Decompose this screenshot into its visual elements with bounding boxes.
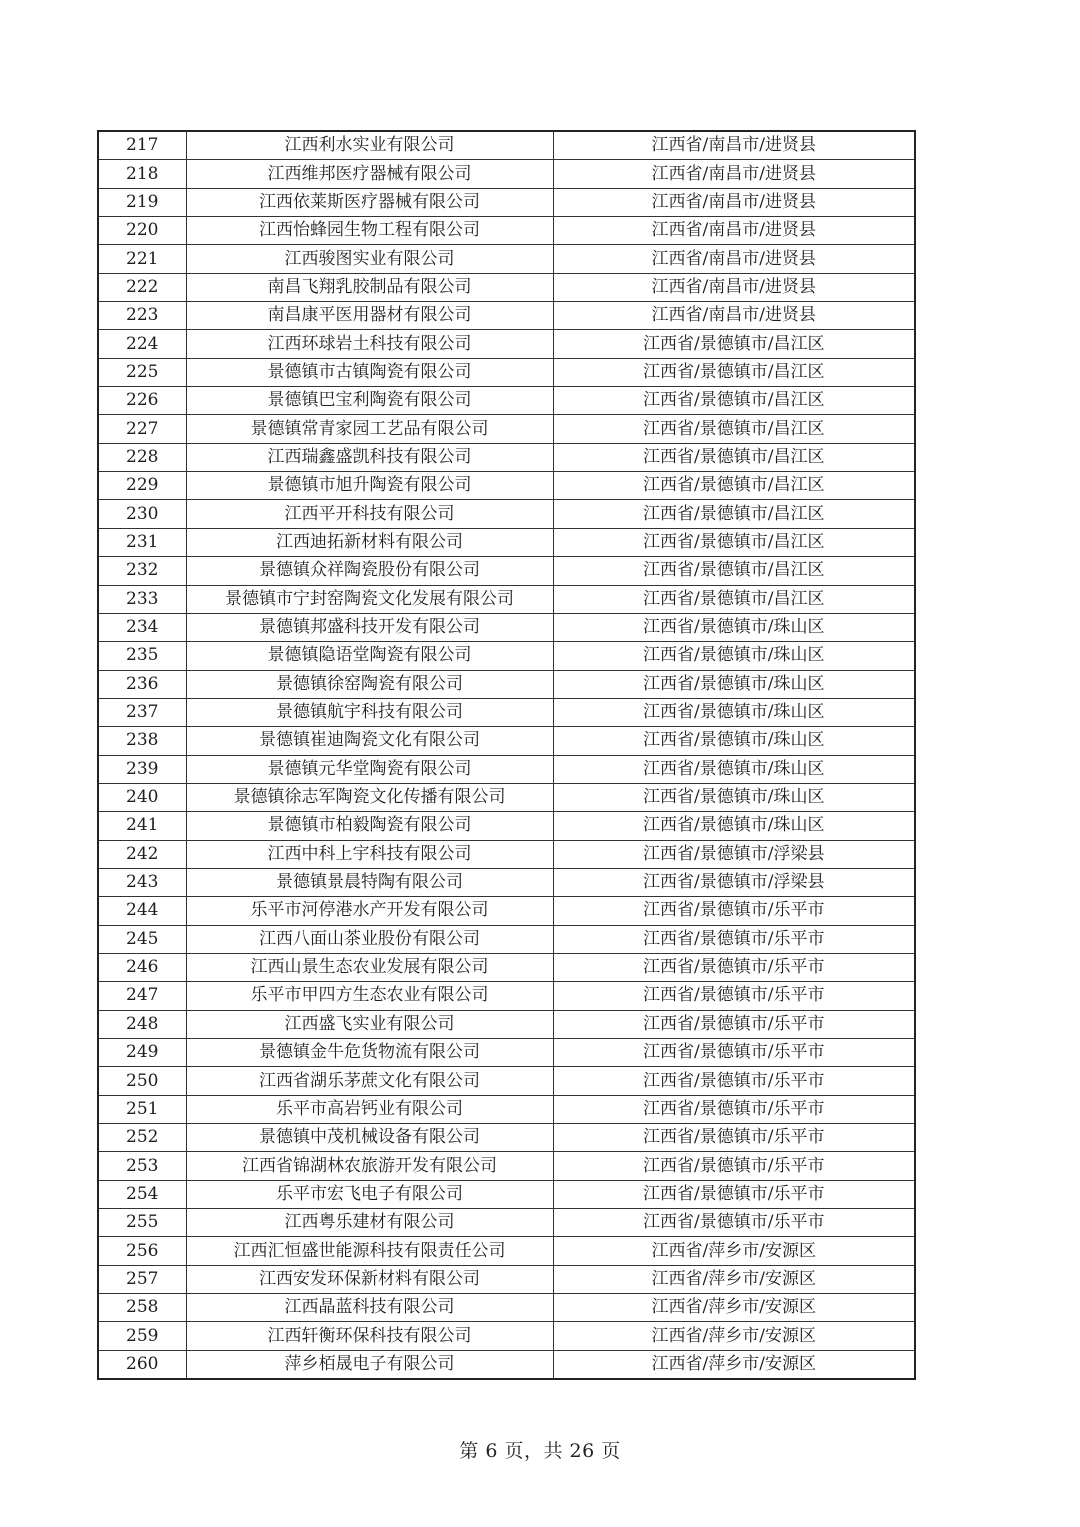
table-row — [98, 443, 915, 471]
company-name: 江西轩衡环保科技有限公司 — [186, 1322, 553, 1350]
region-path: 江西省/景德镇市/昌江区 — [553, 557, 915, 585]
table-row — [98, 528, 915, 556]
row-number: 234 — [98, 613, 186, 641]
table-row — [98, 670, 915, 698]
row-number: 235 — [98, 642, 186, 670]
row-number: 243 — [98, 868, 186, 896]
row-number: 258 — [98, 1294, 186, 1322]
row-number: 226 — [98, 387, 186, 415]
row-number: 220 — [98, 217, 186, 245]
region-path: 江西省/景德镇市/昌江区 — [553, 528, 915, 556]
region-path: 江西省/萍乡市/安源区 — [553, 1237, 915, 1265]
table-row — [98, 868, 915, 896]
table-row — [98, 302, 915, 330]
company-name: 景德镇市旭升陶瓷有限公司 — [186, 472, 553, 500]
table-row — [98, 500, 915, 528]
row-number: 228 — [98, 443, 186, 471]
table-row — [98, 1350, 915, 1379]
row-number: 237 — [98, 698, 186, 726]
row-number: 231 — [98, 528, 186, 556]
region-path: 江西省/景德镇市/珠山区 — [553, 783, 915, 811]
company-name: 乐平市高岩钙业有限公司 — [186, 1095, 553, 1123]
row-number: 247 — [98, 982, 186, 1010]
company-name: 景德镇航宇科技有限公司 — [186, 698, 553, 726]
table-row — [98, 358, 915, 386]
table-row — [98, 1294, 915, 1322]
row-number: 229 — [98, 472, 186, 500]
row-number: 252 — [98, 1124, 186, 1152]
company-name: 景德镇金牛危货物流有限公司 — [186, 1039, 553, 1067]
company-name: 景德镇市宁封窑陶瓷文化发展有限公司 — [186, 585, 553, 613]
company-name: 景德镇元华堂陶瓷有限公司 — [186, 755, 553, 783]
region-path: 江西省/景德镇市/乐平市 — [553, 897, 915, 925]
row-number: 224 — [98, 330, 186, 358]
table-row — [98, 585, 915, 613]
row-number: 239 — [98, 755, 186, 783]
region-path: 江西省/景德镇市/珠山区 — [553, 727, 915, 755]
row-number: 222 — [98, 273, 186, 301]
company-name: 江西中科上宇科技有限公司 — [186, 840, 553, 868]
region-path: 江西省/南昌市/进贤县 — [553, 245, 915, 273]
table-row — [98, 245, 915, 273]
region-path: 江西省/景德镇市/浮梁县 — [553, 868, 915, 896]
region-path: 江西省/景德镇市/乐平市 — [553, 1180, 915, 1208]
company-name: 江西盛飞实业有限公司 — [186, 1010, 553, 1038]
row-number: 254 — [98, 1180, 186, 1208]
region-path: 江西省/景德镇市/昌江区 — [553, 585, 915, 613]
company-name: 江西骏图实业有限公司 — [186, 245, 553, 273]
region-path: 江西省/景德镇市/乐平市 — [553, 953, 915, 981]
company-table — [97, 130, 916, 1380]
company-name: 江西瑞鑫盛凯科技有限公司 — [186, 443, 553, 471]
row-number: 257 — [98, 1265, 186, 1293]
region-path: 江西省/南昌市/进贤县 — [553, 273, 915, 301]
row-number: 251 — [98, 1095, 186, 1123]
region-path: 江西省/景德镇市/珠山区 — [553, 670, 915, 698]
row-number: 244 — [98, 897, 186, 925]
table-row — [98, 273, 915, 301]
region-path: 江西省/南昌市/进贤县 — [553, 302, 915, 330]
row-number: 217 — [98, 131, 186, 160]
company-name: 江西粤乐建材有限公司 — [186, 1209, 553, 1237]
row-number: 253 — [98, 1152, 186, 1180]
row-number: 248 — [98, 1010, 186, 1038]
region-path: 江西省/南昌市/进贤县 — [553, 131, 915, 160]
row-number: 245 — [98, 925, 186, 953]
table-row — [98, 131, 915, 160]
table-row — [98, 160, 915, 188]
region-path: 江西省/萍乡市/安源区 — [553, 1265, 915, 1293]
company-name: 江西山景生态农业发展有限公司 — [186, 953, 553, 981]
table-row — [98, 1124, 915, 1152]
row-number: 240 — [98, 783, 186, 811]
table-row — [98, 415, 915, 443]
region-path: 江西省/景德镇市/乐平市 — [553, 1124, 915, 1152]
region-path: 江西省/萍乡市/安源区 — [553, 1350, 915, 1379]
row-number: 260 — [98, 1350, 186, 1379]
table-row — [98, 330, 915, 358]
table-row — [98, 1322, 915, 1350]
table-row — [98, 613, 915, 641]
region-path: 江西省/景德镇市/乐平市 — [553, 982, 915, 1010]
region-path: 江西省/景德镇市/乐平市 — [553, 1067, 915, 1095]
region-path: 江西省/景德镇市/昌江区 — [553, 472, 915, 500]
company-name: 景德镇常青家园工艺品有限公司 — [186, 415, 553, 443]
table-row — [98, 1209, 915, 1237]
table-row — [98, 1237, 915, 1265]
table-row — [98, 1180, 915, 1208]
row-number: 219 — [98, 188, 186, 216]
company-name: 景德镇巴宝利陶瓷有限公司 — [186, 387, 553, 415]
region-path: 江西省/南昌市/进贤县 — [553, 160, 915, 188]
row-number: 238 — [98, 727, 186, 755]
region-path: 江西省/景德镇市/乐平市 — [553, 1209, 915, 1237]
region-path: 江西省/景德镇市/昌江区 — [553, 358, 915, 386]
company-name: 江西平开科技有限公司 — [186, 500, 553, 528]
table-row — [98, 982, 915, 1010]
company-name: 景德镇徐志军陶瓷文化传播有限公司 — [186, 783, 553, 811]
company-name: 景德镇隐语堂陶瓷有限公司 — [186, 642, 553, 670]
table-row — [98, 727, 915, 755]
row-number: 256 — [98, 1237, 186, 1265]
company-table-body — [98, 131, 915, 1379]
row-number: 246 — [98, 953, 186, 981]
row-number: 223 — [98, 302, 186, 330]
company-name: 江西八面山茶业股份有限公司 — [186, 925, 553, 953]
company-name: 江西环球岩土科技有限公司 — [186, 330, 553, 358]
region-path: 江西省/景德镇市/乐平市 — [553, 1152, 915, 1180]
company-name: 萍乡栢晟电子有限公司 — [186, 1350, 553, 1379]
row-number: 232 — [98, 557, 186, 585]
row-number: 233 — [98, 585, 186, 613]
company-name: 江西汇恒盛世能源科技有限责任公司 — [186, 1237, 553, 1265]
company-name: 江西迪拓新材料有限公司 — [186, 528, 553, 556]
table-row — [98, 1010, 915, 1038]
table-row — [98, 897, 915, 925]
region-path: 江西省/景德镇市/昌江区 — [553, 330, 915, 358]
table-row — [98, 755, 915, 783]
company-name: 江西安发环保新材料有限公司 — [186, 1265, 553, 1293]
company-name: 江西怡蜂园生物工程有限公司 — [186, 217, 553, 245]
company-name: 江西利水实业有限公司 — [186, 131, 553, 160]
table-row — [98, 642, 915, 670]
company-name: 景德镇邦盛科技开发有限公司 — [186, 613, 553, 641]
company-name: 乐平市河停港水产开发有限公司 — [186, 897, 553, 925]
company-name: 景德镇市古镇陶瓷有限公司 — [186, 358, 553, 386]
company-name: 景德镇徐窑陶瓷有限公司 — [186, 670, 553, 698]
row-number: 236 — [98, 670, 186, 698]
region-path: 江西省/景德镇市/乐平市 — [553, 925, 915, 953]
region-path: 江西省/南昌市/进贤县 — [553, 217, 915, 245]
region-path: 江西省/景德镇市/浮梁县 — [553, 840, 915, 868]
company-name: 江西依莱斯医疗器械有限公司 — [186, 188, 553, 216]
table-row — [98, 387, 915, 415]
row-number: 255 — [98, 1209, 186, 1237]
region-path: 江西省/景德镇市/珠山区 — [553, 755, 915, 783]
table-row — [98, 925, 915, 953]
company-name: 乐平市甲四方生态农业有限公司 — [186, 982, 553, 1010]
region-path: 江西省/景德镇市/昌江区 — [553, 387, 915, 415]
company-name: 景德镇景晨特陶有限公司 — [186, 868, 553, 896]
region-path: 江西省/南昌市/进贤县 — [553, 188, 915, 216]
table-row — [98, 557, 915, 585]
company-name: 南昌康平医用器材有限公司 — [186, 302, 553, 330]
row-number: 249 — [98, 1039, 186, 1067]
company-name: 江西省锦湖林农旅游开发有限公司 — [186, 1152, 553, 1180]
table-row — [98, 1039, 915, 1067]
company-name: 江西省湖乐茅蔗文化有限公司 — [186, 1067, 553, 1095]
region-path: 江西省/景德镇市/昌江区 — [553, 443, 915, 471]
region-path: 江西省/景德镇市/珠山区 — [553, 812, 915, 840]
table-row — [98, 472, 915, 500]
row-number: 241 — [98, 812, 186, 840]
company-name: 景德镇市柏毅陶瓷有限公司 — [186, 812, 553, 840]
company-name: 乐平市宏飞电子有限公司 — [186, 1180, 553, 1208]
table-row — [98, 188, 915, 216]
region-path: 江西省/景德镇市/乐平市 — [553, 1095, 915, 1123]
region-path: 江西省/景德镇市/珠山区 — [553, 642, 915, 670]
region-path: 江西省/景德镇市/乐平市 — [553, 1039, 915, 1067]
row-number: 218 — [98, 160, 186, 188]
table-row — [98, 1067, 915, 1095]
region-path: 江西省/景德镇市/昌江区 — [553, 500, 915, 528]
region-path: 江西省/萍乡市/安源区 — [553, 1322, 915, 1350]
table-row — [98, 812, 915, 840]
row-number: 230 — [98, 500, 186, 528]
region-path: 江西省/景德镇市/昌江区 — [553, 415, 915, 443]
company-name: 江西维邦医疗器械有限公司 — [186, 160, 553, 188]
company-name: 景德镇众祥陶瓷股份有限公司 — [186, 557, 553, 585]
region-path: 江西省/景德镇市/乐平市 — [553, 1010, 915, 1038]
company-name: 景德镇崔迪陶瓷文化有限公司 — [186, 727, 553, 755]
table-row — [98, 783, 915, 811]
table-row — [98, 217, 915, 245]
table-row — [98, 1265, 915, 1293]
row-number: 227 — [98, 415, 186, 443]
region-path: 江西省/景德镇市/珠山区 — [553, 613, 915, 641]
table-row — [98, 953, 915, 981]
table-row — [98, 840, 915, 868]
row-number: 242 — [98, 840, 186, 868]
company-name: 南昌飞翔乳胶制品有限公司 — [186, 273, 553, 301]
table-row — [98, 1095, 915, 1123]
region-path: 江西省/萍乡市/安源区 — [553, 1294, 915, 1322]
company-name: 江西晶蓝科技有限公司 — [186, 1294, 553, 1322]
table-row — [98, 698, 915, 726]
row-number: 225 — [98, 358, 186, 386]
table-row — [98, 1152, 915, 1180]
page-footer: 第 6 页，共 26 页 — [459, 1440, 621, 1462]
row-number: 221 — [98, 245, 186, 273]
row-number: 259 — [98, 1322, 186, 1350]
region-path: 江西省/景德镇市/珠山区 — [553, 698, 915, 726]
row-number: 250 — [98, 1067, 186, 1095]
company-name: 景德镇中茂机械设备有限公司 — [186, 1124, 553, 1152]
